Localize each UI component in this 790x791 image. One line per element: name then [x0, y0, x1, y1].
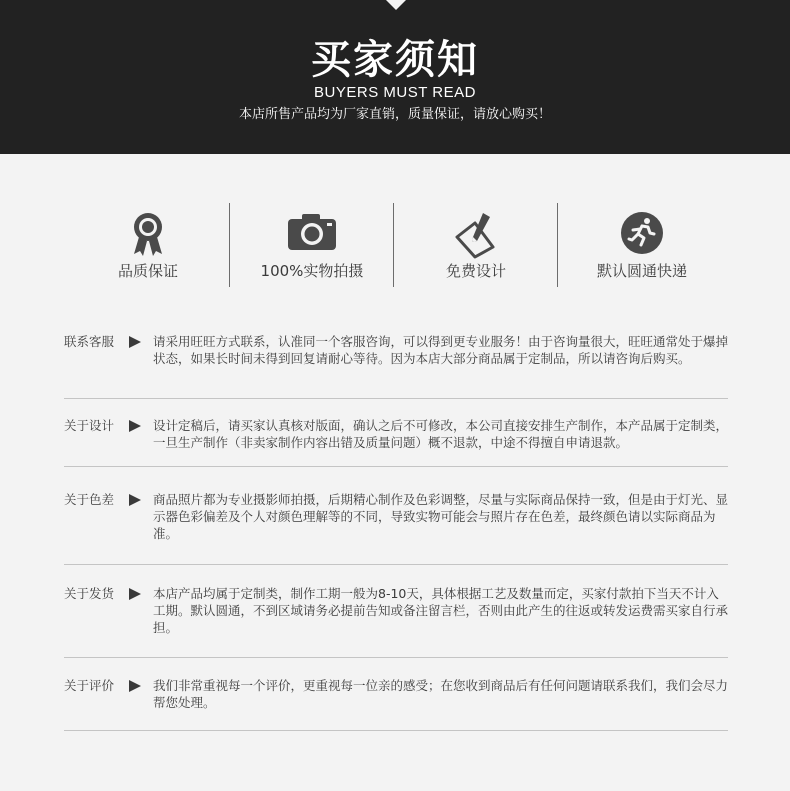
arrow-right-icon [129, 588, 141, 600]
notice-label: 关于发货 [64, 586, 115, 601]
notice-label: 关于评价 [64, 678, 115, 693]
notice-label: 联系客服 [64, 334, 115, 349]
arrow-right-icon [129, 680, 141, 692]
page-subtitle: BUYERS MUST READ [314, 84, 476, 101]
header-banner [0, 0, 790, 154]
pen-design-icon [453, 211, 499, 263]
feature-label: 默认圆通快递 [596, 262, 687, 280]
feature-label: 100%实物拍摄 [260, 262, 364, 280]
divider [64, 657, 728, 658]
divider [64, 730, 728, 731]
arrow-right-icon [129, 336, 141, 348]
feature-free-design [394, 203, 558, 287]
notice-text: 本店产品均属于定制类，制作工期一般为8-10天，具体根据工艺及数量而定，买家付款拍下当天不计入工期。默认圆通，不到区域请务必提前告知或备注留言栏，否则由此产生的往返或转发运费需买家自行承担。 [153, 586, 729, 635]
page-tagline: 本店所售产品均为厂家直销，质量保证，请放心购买！ [238, 107, 551, 122]
divider [64, 466, 728, 467]
page-title: 买家须知 [311, 37, 479, 83]
notice-shipping [64, 585, 728, 637]
arrow-right-icon [129, 420, 141, 432]
runner-express-icon [620, 211, 664, 259]
divider [64, 398, 728, 399]
divider [64, 564, 728, 565]
feature-label: 免费设计 [445, 262, 506, 280]
notice-color [64, 491, 728, 543]
feature-quality [66, 203, 230, 287]
header-notch [386, 0, 406, 10]
notice-design [64, 417, 728, 453]
feature-row [66, 203, 726, 287]
notice-text: 商品照片都为专业摄影师拍摄，后期精心制作及色彩调整，尽量与实际商品保持一致，但是由于灯光、显示器色彩偏差及个人对颜色理解等的不同，导致实物可能会与照片存在色差，最终颜色请以实际商品为准。 [153, 492, 729, 541]
feature-express [558, 203, 726, 287]
award-ribbon-icon [130, 211, 166, 261]
notice-label: 关于色差 [64, 492, 115, 507]
notice-text: 设计定稿后，请买家认真核对版面，确认之后不可修改，本公司直接安排生产制作，本产品属于定制类，一旦生产制作（非卖家制作内容出错及质量问题）概不退款，中途不得擅自申请退款。 [153, 418, 729, 450]
arrow-right-icon [129, 494, 141, 506]
feature-real-photo [230, 203, 394, 287]
feature-label: 品质保证 [117, 262, 178, 280]
notice-review [64, 677, 728, 713]
notice-text: 我们非常重视每一个评价，更重视每一位亲的感受；在您收到商品后有任何问题请联系我们，我们会尽力帮您处理。 [153, 678, 729, 710]
camera-icon [287, 211, 337, 255]
notice-label: 关于设计 [64, 418, 115, 433]
notice-text: 请采用旺旺方式联系，认准同一个客服咨询，可以得到更专业服务！由于咨询量很大，旺旺通常处于爆掉状态，如果长时间未得到回复请耐心等待。因为本店大部分商品属于定制品，所以请咨询后购买。 [153, 334, 729, 366]
notice-contact [64, 333, 728, 385]
